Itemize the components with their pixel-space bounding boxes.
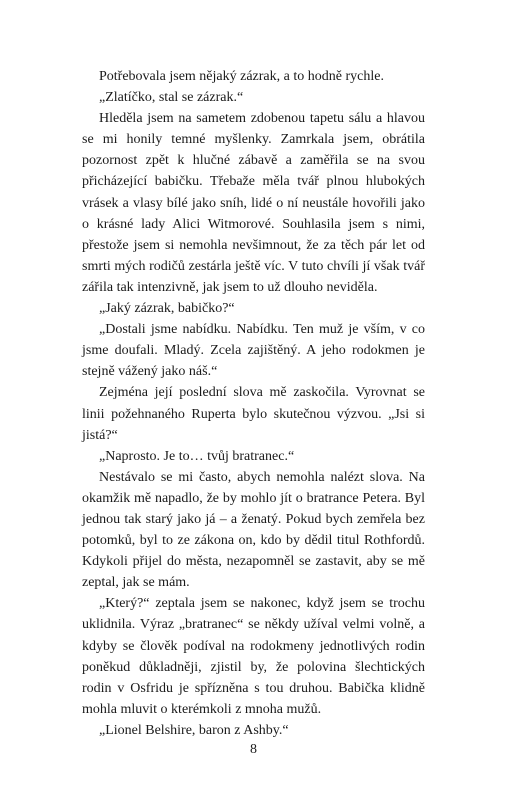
paragraph-7: „Naprosto. Je to… tvůj bratranec.“: [99, 448, 295, 464]
paragraph-10: „Lionel Belshire, baron z Ashby.“: [99, 722, 289, 738]
page-number: 8: [250, 742, 257, 757]
paragraph-2: „Zlatíčko, stal se zázrak.“: [99, 90, 244, 106]
paragraph-6: Zejména její poslední slova mě zaskočila. Vyrovnat se linii požehnaného Ruperta bylo skutečnou výzvou. „Jsi si jistá?“: [82, 385, 425, 443]
paragraph-5: „Dostali jsme nabídku. Nabídku. Ten muž je vším, v co jsme doufali. Mladý. Zcela zajištěný. A jeho rodokmen je stejně vážený jako náš.“: [82, 322, 425, 380]
text-block: [82, 66, 425, 741]
paragraph-1: Potřebovala jsem nějaký zázrak, a to hodně rychle.: [99, 69, 384, 84]
paragraph-4: „Jaký zázrak, babičko?“: [99, 301, 235, 317]
paragraph-9: „Který?“ zeptala jsem se nakonec, když jsem se trochu uklidnila. Výraz „bratranec“ se někdy užíval velmi volně, a kdyby se člověk podíval na rodokmeny jednotlivých rodin poněkud důkladněji, zjistil by, že polovina šlechtických rodin v Osfridu je spřízněna s tou druhou. Babička klidně mohla mluvit o kterémkoli z mnoha mužů.: [82, 596, 425, 717]
paragraph-8: Nestávalo se mi často, abych nemohla nalézt slova. Na okamžik mě napadlo, že by mohlo jít o bratrance Petera. Byl jednou tak starý jako já – a ženatý. Pokud bych zemřela bez potomků, byl to ze zákona on, kdo by dědil titul Rothfordů. Kdykoli přijel do města, nezapomněl se zastavit, aby se mě zeptal, jak se mám.: [82, 469, 425, 591]
paragraph-3: Hleděla jsem na sametem zdobenou tapetu sálu a hlavou se mi honily temné myšlenky. Zamrkala jsem, obrátila pozornost zpět k hlučné zábavě a zaměřila se na svou přicházející babičku. Třebaže měla tvář plnou hlubokých vrásek a vlasy bílé jako sníh, lidé o ní neustále hovořili jako o krásné lady Alici Witmorové. Souhlasila jsem s nimi, přestože jsem si nemohla nevšimnout, že za těch pár let od smrti mých rodičů zestárla ještě víc. V tuto chvíli jí však tvář zářila tak intenzivně, jak jsem to už dlouho neviděla.: [82, 111, 425, 295]
